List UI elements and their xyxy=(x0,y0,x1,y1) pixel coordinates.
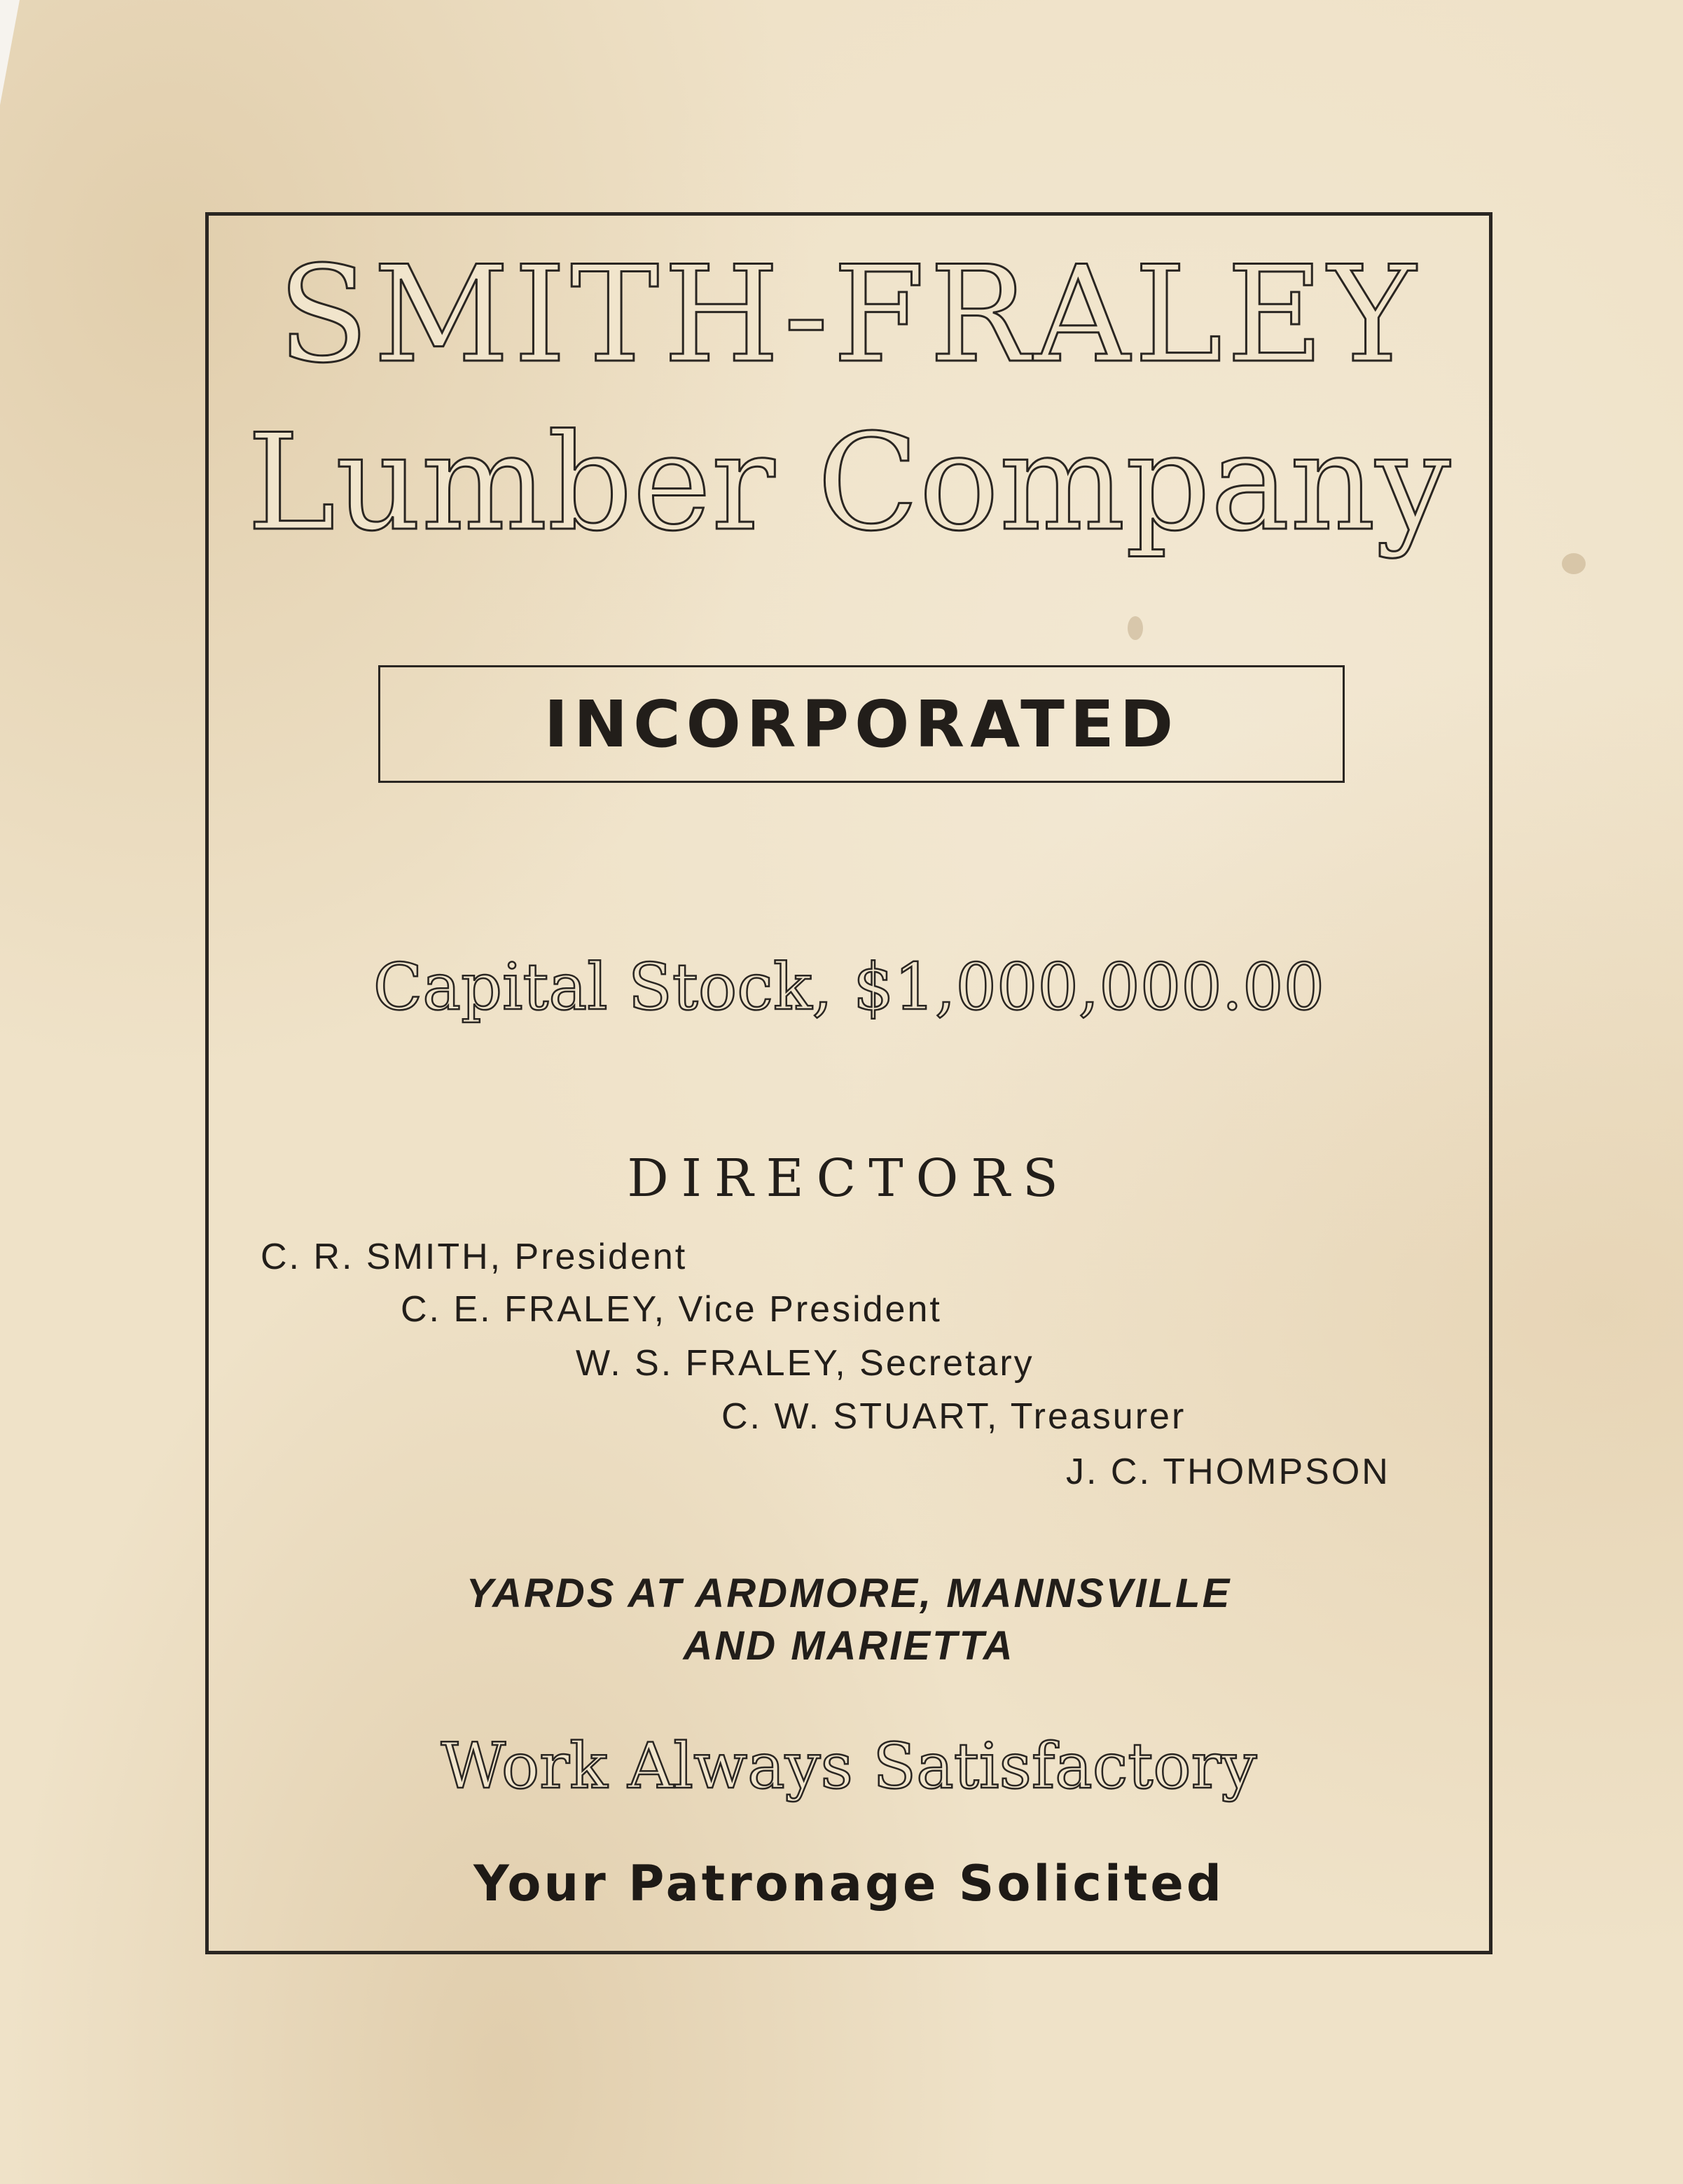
company-name-line-1: SMITH-FRALEY xyxy=(277,237,1420,392)
incorporated-label: INCORPORATED xyxy=(543,686,1179,762)
yards-line-1: YARDS AT ARDMORE, MANNSVILLE xyxy=(466,1571,1232,1616)
director-entry: J. C. THOMPSON xyxy=(1066,1452,1390,1492)
slogan: Work Always Satisfactory xyxy=(441,1730,1257,1803)
company-name-line-2: Lumber Company xyxy=(247,405,1451,560)
director-entry: C. W. STUART, Treasurer xyxy=(721,1396,1186,1437)
director-entry: C. E. FRALEY, Vice President xyxy=(401,1289,942,1330)
worn-corner xyxy=(0,0,20,105)
directors-heading: DIRECTORS xyxy=(627,1148,1071,1209)
paper-stain xyxy=(1562,553,1586,574)
director-entry: W. S. FRALEY, Secretary xyxy=(576,1343,1034,1384)
incorporated-box xyxy=(378,665,1345,783)
capital-stock: Capital Stock, $1,000,000.00 xyxy=(373,950,1325,1024)
closing-line: Your Patronage Solicited xyxy=(473,1855,1224,1912)
yards-line-2: AND MARIETTA xyxy=(683,1623,1015,1669)
director-entry: C. R. SMITH, President xyxy=(261,1237,688,1277)
